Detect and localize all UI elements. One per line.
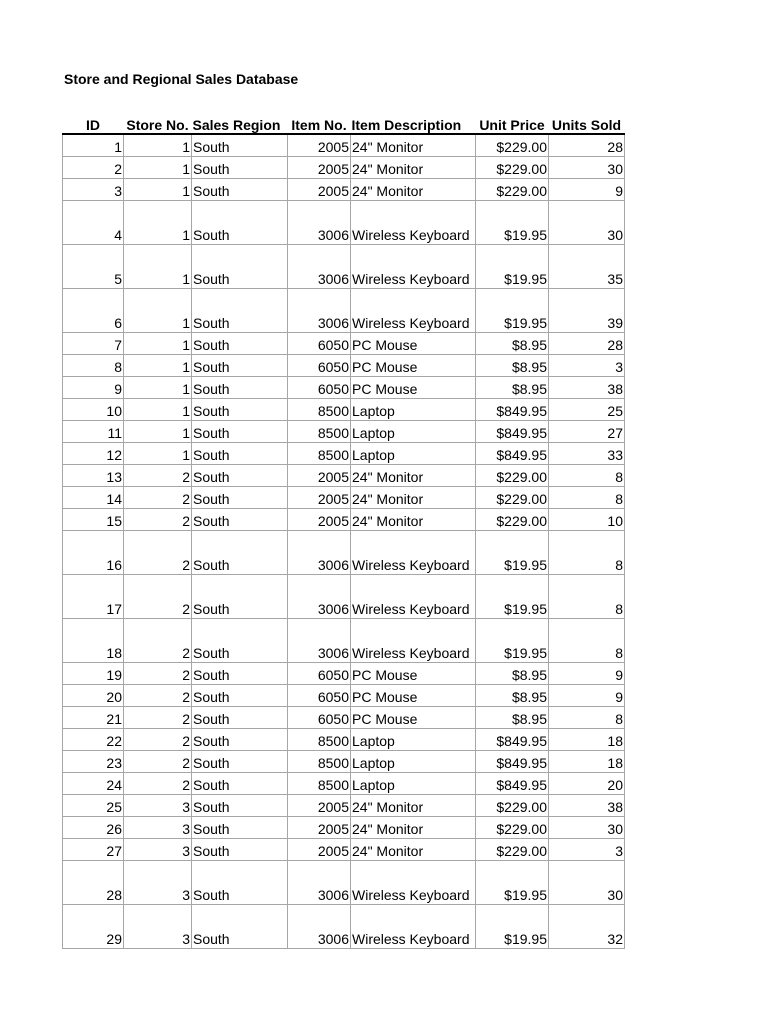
cell-unit-price: $8.95 xyxy=(476,663,549,685)
cell-item-no: 2005 xyxy=(288,839,351,861)
cell-units-sold: 35 xyxy=(549,245,625,289)
cell-units-sold: 3 xyxy=(549,839,625,861)
cell-item-description: Laptop xyxy=(351,399,476,421)
cell-id: 29 xyxy=(63,905,124,949)
cell-sales-region: South xyxy=(192,751,288,773)
cell-unit-price: $19.95 xyxy=(476,861,549,905)
cell-sales-region: South xyxy=(192,707,288,729)
table-row xyxy=(63,817,625,839)
cell-units-sold: 8 xyxy=(549,465,625,487)
cell-id: 8 xyxy=(63,355,124,377)
table-row xyxy=(63,355,625,377)
cell-unit-price: $229.00 xyxy=(476,839,549,861)
cell-units-sold: 9 xyxy=(549,179,625,201)
cell-item-description: Wireless Keyboard xyxy=(351,575,476,619)
cell-id: 9 xyxy=(63,377,124,399)
cell-store-no: 2 xyxy=(124,729,192,751)
cell-units-sold: 3 xyxy=(549,355,625,377)
cell-item-no: 6050 xyxy=(288,707,351,729)
header-item-description: Item Description xyxy=(351,114,476,134)
cell-unit-price: $19.95 xyxy=(476,531,549,575)
cell-sales-region: South xyxy=(192,685,288,707)
cell-units-sold: 30 xyxy=(549,157,625,179)
table-row xyxy=(63,707,625,729)
cell-units-sold: 8 xyxy=(549,575,625,619)
table-row xyxy=(63,619,625,663)
cell-id: 19 xyxy=(63,663,124,685)
cell-sales-region: South xyxy=(192,465,288,487)
cell-store-no: 2 xyxy=(124,575,192,619)
cell-units-sold: 8 xyxy=(549,487,625,509)
header-store-no: Store No. xyxy=(124,114,192,134)
cell-item-no: 6050 xyxy=(288,377,351,399)
cell-item-no: 2005 xyxy=(288,795,351,817)
cell-store-no: 2 xyxy=(124,773,192,795)
cell-store-no: 1 xyxy=(124,201,192,245)
cell-item-no: 2005 xyxy=(288,134,351,157)
table-row xyxy=(63,245,625,289)
cell-id: 23 xyxy=(63,751,124,773)
sales-table xyxy=(62,114,625,949)
cell-sales-region: South xyxy=(192,179,288,201)
cell-units-sold: 8 xyxy=(549,619,625,663)
cell-id: 17 xyxy=(63,575,124,619)
cell-item-description: PC Mouse xyxy=(351,663,476,685)
cell-id: 27 xyxy=(63,839,124,861)
cell-store-no: 1 xyxy=(124,289,192,333)
cell-item-description: 24" Monitor xyxy=(351,509,476,531)
table-row xyxy=(63,487,625,509)
cell-id: 24 xyxy=(63,773,124,795)
table-row xyxy=(63,861,625,905)
cell-unit-price: $8.95 xyxy=(476,355,549,377)
cell-id: 15 xyxy=(63,509,124,531)
cell-item-description: Wireless Keyboard xyxy=(351,905,476,949)
cell-store-no: 2 xyxy=(124,707,192,729)
page-title: Store and Regional Sales Database xyxy=(64,71,299,87)
cell-item-no: 6050 xyxy=(288,685,351,707)
cell-id: 5 xyxy=(63,245,124,289)
cell-units-sold: 28 xyxy=(549,333,625,355)
cell-item-no: 8500 xyxy=(288,421,351,443)
cell-item-no: 8500 xyxy=(288,443,351,465)
cell-item-no: 2005 xyxy=(288,509,351,531)
cell-item-no: 3006 xyxy=(288,861,351,905)
cell-item-description: 24" Monitor xyxy=(351,465,476,487)
cell-id: 28 xyxy=(63,861,124,905)
cell-item-description: Wireless Keyboard xyxy=(351,619,476,663)
cell-item-description: 24" Monitor xyxy=(351,179,476,201)
cell-id: 7 xyxy=(63,333,124,355)
cell-sales-region: South xyxy=(192,619,288,663)
cell-store-no: 1 xyxy=(124,179,192,201)
cell-id: 2 xyxy=(63,157,124,179)
cell-item-description: PC Mouse xyxy=(351,685,476,707)
cell-unit-price: $8.95 xyxy=(476,333,549,355)
cell-units-sold: 30 xyxy=(549,201,625,245)
cell-store-no: 2 xyxy=(124,619,192,663)
cell-sales-region: South xyxy=(192,817,288,839)
cell-unit-price: $849.95 xyxy=(476,729,549,751)
cell-item-description: Laptop xyxy=(351,729,476,751)
table-row xyxy=(63,377,625,399)
cell-item-description: Wireless Keyboard xyxy=(351,289,476,333)
cell-item-no: 8500 xyxy=(288,751,351,773)
cell-item-no: 6050 xyxy=(288,663,351,685)
cell-item-no: 3006 xyxy=(288,619,351,663)
cell-unit-price: $8.95 xyxy=(476,377,549,399)
cell-unit-price: $849.95 xyxy=(476,751,549,773)
cell-item-description: 24" Monitor xyxy=(351,487,476,509)
cell-item-no: 8500 xyxy=(288,729,351,751)
cell-item-no: 6050 xyxy=(288,333,351,355)
cell-id: 21 xyxy=(63,707,124,729)
table-row xyxy=(63,421,625,443)
cell-id: 13 xyxy=(63,465,124,487)
header-sales-region: Sales Region xyxy=(192,114,288,134)
cell-sales-region: South xyxy=(192,289,288,333)
cell-id: 14 xyxy=(63,487,124,509)
cell-unit-price: $849.95 xyxy=(476,421,549,443)
cell-item-no: 3006 xyxy=(288,531,351,575)
cell-unit-price: $849.95 xyxy=(476,399,549,421)
cell-unit-price: $849.95 xyxy=(476,443,549,465)
cell-item-description: 24" Monitor xyxy=(351,817,476,839)
cell-units-sold: 38 xyxy=(549,795,625,817)
table-row xyxy=(63,663,625,685)
cell-units-sold: 8 xyxy=(549,707,625,729)
cell-unit-price: $19.95 xyxy=(476,575,549,619)
cell-store-no: 1 xyxy=(124,245,192,289)
cell-store-no: 3 xyxy=(124,839,192,861)
table-row xyxy=(63,443,625,465)
cell-units-sold: 18 xyxy=(549,751,625,773)
header-unit-price: Unit Price xyxy=(476,114,549,134)
cell-units-sold: 32 xyxy=(549,905,625,949)
cell-unit-price: $19.95 xyxy=(476,245,549,289)
cell-store-no: 1 xyxy=(124,377,192,399)
cell-store-no: 3 xyxy=(124,905,192,949)
cell-units-sold: 8 xyxy=(549,531,625,575)
cell-store-no: 3 xyxy=(124,795,192,817)
cell-item-no: 2005 xyxy=(288,157,351,179)
cell-units-sold: 30 xyxy=(549,817,625,839)
cell-sales-region: South xyxy=(192,861,288,905)
cell-store-no: 1 xyxy=(124,355,192,377)
cell-sales-region: South xyxy=(192,531,288,575)
cell-sales-region: South xyxy=(192,443,288,465)
cell-item-description: Laptop xyxy=(351,421,476,443)
cell-unit-price: $19.95 xyxy=(476,905,549,949)
cell-item-description: PC Mouse xyxy=(351,355,476,377)
table-row xyxy=(63,179,625,201)
cell-item-no: 2005 xyxy=(288,817,351,839)
cell-store-no: 2 xyxy=(124,531,192,575)
table-row xyxy=(63,134,625,157)
cell-units-sold: 28 xyxy=(549,134,625,157)
cell-unit-price: $229.00 xyxy=(476,817,549,839)
cell-id: 25 xyxy=(63,795,124,817)
cell-sales-region: South xyxy=(192,134,288,157)
cell-sales-region: South xyxy=(192,773,288,795)
table-row xyxy=(63,575,625,619)
cell-unit-price: $229.00 xyxy=(476,465,549,487)
cell-store-no: 2 xyxy=(124,751,192,773)
cell-item-no: 2005 xyxy=(288,465,351,487)
cell-item-no: 2005 xyxy=(288,487,351,509)
cell-store-no: 1 xyxy=(124,134,192,157)
cell-id: 1 xyxy=(63,134,124,157)
table-row xyxy=(63,201,625,245)
cell-sales-region: South xyxy=(192,663,288,685)
cell-units-sold: 38 xyxy=(549,377,625,399)
table-row xyxy=(63,289,625,333)
table-row xyxy=(63,773,625,795)
cell-unit-price: $229.00 xyxy=(476,795,549,817)
cell-sales-region: South xyxy=(192,333,288,355)
cell-item-no: 2005 xyxy=(288,179,351,201)
cell-item-description: 24" Monitor xyxy=(351,839,476,861)
cell-sales-region: South xyxy=(192,377,288,399)
cell-sales-region: South xyxy=(192,729,288,751)
cell-id: 3 xyxy=(63,179,124,201)
cell-item-description: PC Mouse xyxy=(351,377,476,399)
cell-store-no: 3 xyxy=(124,817,192,839)
header-units-sold: Units Sold xyxy=(549,114,625,134)
cell-item-no: 3006 xyxy=(288,905,351,949)
cell-unit-price: $19.95 xyxy=(476,619,549,663)
table-row xyxy=(63,685,625,707)
cell-sales-region: South xyxy=(192,157,288,179)
header-item-no: Item No. xyxy=(288,114,351,134)
cell-store-no: 2 xyxy=(124,465,192,487)
table-row xyxy=(63,465,625,487)
cell-id: 18 xyxy=(63,619,124,663)
cell-item-description: 24" Monitor xyxy=(351,134,476,157)
header-id: ID xyxy=(63,114,124,134)
cell-units-sold: 30 xyxy=(549,861,625,905)
cell-store-no: 1 xyxy=(124,333,192,355)
cell-store-no: 1 xyxy=(124,399,192,421)
cell-units-sold: 18 xyxy=(549,729,625,751)
cell-units-sold: 9 xyxy=(549,663,625,685)
cell-units-sold: 9 xyxy=(549,685,625,707)
cell-sales-region: South xyxy=(192,245,288,289)
cell-item-description: Wireless Keyboard xyxy=(351,531,476,575)
cell-item-description: Wireless Keyboard xyxy=(351,201,476,245)
cell-item-no: 6050 xyxy=(288,355,351,377)
cell-sales-region: South xyxy=(192,399,288,421)
cell-item-description: 24" Monitor xyxy=(351,795,476,817)
cell-item-no: 8500 xyxy=(288,399,351,421)
cell-unit-price: $849.95 xyxy=(476,773,549,795)
cell-unit-price: $229.00 xyxy=(476,134,549,157)
table-row xyxy=(63,905,625,949)
cell-sales-region: South xyxy=(192,509,288,531)
cell-unit-price: $229.00 xyxy=(476,487,549,509)
cell-store-no: 1 xyxy=(124,443,192,465)
cell-id: 16 xyxy=(63,531,124,575)
cell-id: 20 xyxy=(63,685,124,707)
cell-sales-region: South xyxy=(192,421,288,443)
cell-item-no: 3006 xyxy=(288,201,351,245)
cell-sales-region: South xyxy=(192,355,288,377)
cell-sales-region: South xyxy=(192,575,288,619)
cell-item-description: Wireless Keyboard xyxy=(351,861,476,905)
cell-item-description: PC Mouse xyxy=(351,333,476,355)
cell-item-description: Laptop xyxy=(351,773,476,795)
table-row xyxy=(63,509,625,531)
cell-id: 11 xyxy=(63,421,124,443)
table-row xyxy=(63,157,625,179)
table-row xyxy=(63,729,625,751)
table-row xyxy=(63,751,625,773)
header-row xyxy=(63,114,625,134)
table-row xyxy=(63,795,625,817)
cell-units-sold: 27 xyxy=(549,421,625,443)
cell-item-description: 24" Monitor xyxy=(351,157,476,179)
cell-id: 22 xyxy=(63,729,124,751)
table-row xyxy=(63,839,625,861)
cell-item-no: 8500 xyxy=(288,773,351,795)
cell-store-no: 3 xyxy=(124,861,192,905)
cell-id: 12 xyxy=(63,443,124,465)
cell-item-no: 3006 xyxy=(288,289,351,333)
cell-item-description: Laptop xyxy=(351,443,476,465)
cell-item-no: 3006 xyxy=(288,245,351,289)
table-row xyxy=(63,531,625,575)
table-row xyxy=(63,333,625,355)
cell-unit-price: $229.00 xyxy=(476,179,549,201)
cell-units-sold: 39 xyxy=(549,289,625,333)
cell-units-sold: 33 xyxy=(549,443,625,465)
cell-unit-price: $8.95 xyxy=(476,685,549,707)
cell-sales-region: South xyxy=(192,795,288,817)
cell-sales-region: South xyxy=(192,201,288,245)
cell-store-no: 1 xyxy=(124,157,192,179)
cell-store-no: 2 xyxy=(124,663,192,685)
cell-store-no: 2 xyxy=(124,685,192,707)
cell-unit-price: $229.00 xyxy=(476,157,549,179)
cell-store-no: 1 xyxy=(124,421,192,443)
cell-store-no: 2 xyxy=(124,509,192,531)
cell-unit-price: $8.95 xyxy=(476,707,549,729)
cell-sales-region: South xyxy=(192,839,288,861)
cell-unit-price: $229.00 xyxy=(476,509,549,531)
cell-store-no: 2 xyxy=(124,487,192,509)
cell-sales-region: South xyxy=(192,487,288,509)
cell-id: 6 xyxy=(63,289,124,333)
table-row xyxy=(63,399,625,421)
cell-units-sold: 10 xyxy=(549,509,625,531)
cell-id: 10 xyxy=(63,399,124,421)
cell-item-description: PC Mouse xyxy=(351,707,476,729)
cell-unit-price: $19.95 xyxy=(476,289,549,333)
cell-units-sold: 25 xyxy=(549,399,625,421)
cell-item-description: Laptop xyxy=(351,751,476,773)
cell-item-description: Wireless Keyboard xyxy=(351,245,476,289)
cell-unit-price: $19.95 xyxy=(476,201,549,245)
cell-id: 4 xyxy=(63,201,124,245)
cell-sales-region: South xyxy=(192,905,288,949)
cell-id: 26 xyxy=(63,817,124,839)
cell-units-sold: 20 xyxy=(549,773,625,795)
cell-item-no: 3006 xyxy=(288,575,351,619)
